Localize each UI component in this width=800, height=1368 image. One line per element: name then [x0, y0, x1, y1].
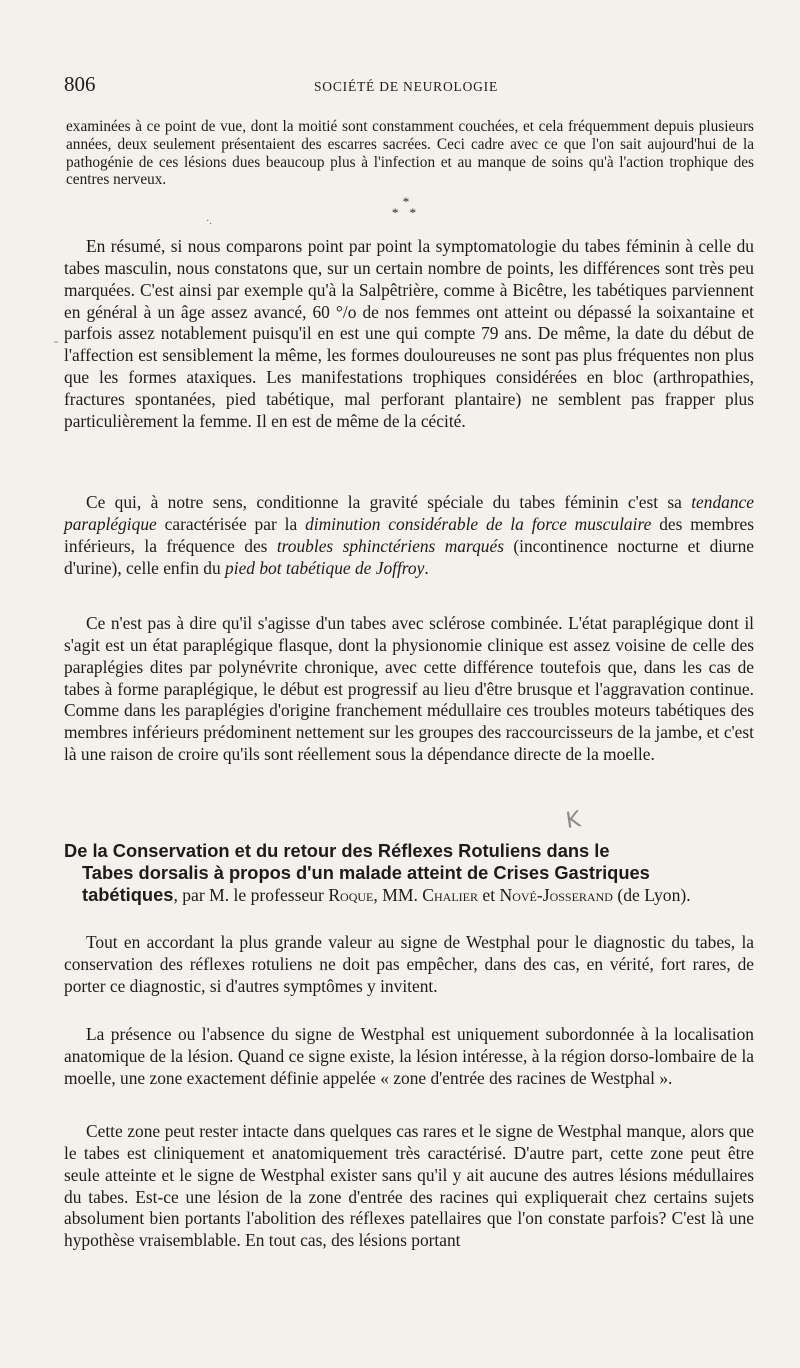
gravity-text-5: .: [424, 557, 429, 578]
zone-block: [64, 1121, 754, 1252]
margin-tick: -: [54, 334, 58, 348]
page-number: 806: [64, 72, 96, 96]
westphal-block: [64, 932, 754, 998]
gravity-text-3: des membres inférieurs, la fréquence des: [64, 513, 754, 556]
article-heading: [64, 840, 754, 906]
article-title-line-2: Tabes dorsalis à propos d'un malade atteint de Crises Gastriques: [82, 862, 650, 883]
zone-paragraph: Cette zone peut rester intacte dans quelques cas rares et le signe de Westphal manque, alors que le tabes est cliniquement et anatomiquement très caractérisé. D'autre part, cette zone peut être seule atteinte et le signe de Westphal exister sans qu'il y ait aucune des autres lésions médullaires du tabes. Est-ce une lésion de la zone d'entrée des racines qui expliquerait chez certains sujets absolument bien portants l'abolition des réflexes patellaires que l'on constate parfois? C'est là une hypothèse vraisemblable. En tout cas, des lésions portant: [64, 1121, 754, 1251]
article-title-line-1: De la Conservation et du retour des Réflexes Rotuliens dans le: [64, 840, 610, 861]
article-title-block: [64, 862, 754, 906]
localisation-paragraph: La présence ou l'absence du signe de Westphal est uniquement subordonnée à la localisation anatomique de la lésion. Quand ce signe existe, la lésion intéresse, à la région dorso-lombaire de la moelle, une zone exactement définie appelée « zone d'entrée des racines de Westphal ».: [64, 1024, 754, 1088]
author-roque: Roque: [328, 885, 374, 905]
intro-paragraph: examinées à ce point de vue, dont la moitié sont constamment couchées, et cela fréquemment depuis plusieurs années, deux seulement présentaient des escarres sacrées. Ceci cadre avec ce que l'on sait aujourd'hui de la pathogénie de ces lésions dues beaucoup plus à l'infection et au manque de soins qu'à l'action trophique des centres nerveux.: [66, 118, 754, 189]
summary-paragraph: En résumé, si nous comparons point par point la symptomatologie du tabes féminin à celle du tabes masculin, nous constatons que, sur un certain nombre de points, les différences sont très peu marquées. C'est ainsi par exemple qu'à la Salpêtrière, comme à Bicêtre, les tabétiques parviennent en général à un âge assez avancé, 60 °/o de nos femmes ont atteint ou dépassé la soixantaine et parfois assez notablement puisqu'il en est une qui compte 79 ans. De même, la date du début de l'affection est sensiblement la même, les formes douloureuses ne sont pas plus fréquentes non plus que les formes ataxiques. Les manifestations trophiques considérées en bloc (arthropathies, fractures spontanées, pied tabétique, mal perforant plantaire) ne semblent pas frapper plus particulièrement la femme. Il en est de même de la cécité.: [64, 236, 754, 431]
westphal-paragraph: Tout en accordant la plus grande valeur au signe de Westphal pour le diagnostic du tabes, la conservation des réflexes rotuliens ne doit pas empêcher, dans des cas, en vérité, fort rares, de porter ce diagnostic, si d'autres symptômes y invitent.: [64, 932, 754, 996]
gravity-text-2: caractérisée par la: [156, 513, 306, 534]
emphasis-diminution: diminution considérable de la force musculaire: [305, 513, 652, 534]
gravity-paragraph: [64, 492, 754, 579]
gravity-text-4: (incontinence nocturne et diurne d'urine), celle enfin du: [64, 535, 754, 578]
author-nove-josserand: Nové-Josserand: [499, 885, 613, 905]
section-separator: [386, 196, 426, 218]
pencil-annotation: K: [564, 807, 583, 834]
gravity-text-1: Ce qui, à notre sens, conditionne la gravité spéciale du tabes féminin c'est sa: [86, 492, 692, 512]
author-separator-1: , MM.: [373, 885, 423, 905]
author-separator-2: et: [478, 885, 500, 905]
author-chalier: Chalier: [422, 885, 479, 905]
localisation-block: [64, 1024, 754, 1090]
running-head: [64, 72, 754, 98]
summary-block: [64, 236, 754, 433]
gravity-block: [64, 492, 754, 579]
article-title-line-3: tabétiques: [82, 884, 174, 905]
emphasis-tendance: tendance paraplégique: [64, 492, 754, 534]
separator-top: *: [402, 194, 410, 209]
article-by: , par M. le professeur: [173, 885, 329, 905]
separator-bottom: * *: [391, 205, 421, 220]
paraplegia-paragraph: Ce n'est pas à dire qu'il s'agisse d'un tabes avec sclérose combinée. L'état paraplégique dont il s'agit est un état paraplégique flasque, dont la physionomie clinique est assez voisine de celle des paraplégies dites par polynévrite chronique, avec cette différence toutefois que, dans les cas de tabes à forme paraplégique, le début est progressif au lieu d'être brusque et l'aggravation continue. Comme dans les paraplégies d'origine franchement médullaire ces troubles moteurs tabétiques des membres inférieurs prédominent nettement sur les groupes des raccourcisseurs de la jambe, et c'est là une raison de croire qu'ils sont réellement sous la dépendance directe de la moelle.: [64, 613, 754, 765]
article-place: (de Lyon).: [612, 885, 691, 905]
emphasis-troubles: troubles sphinctériens marqués: [276, 535, 504, 556]
emphasis-pied-bot: pied bot tabétique de Joffroy: [225, 557, 425, 578]
journal-title: SOCIÉTÉ DE NEUROLOGIE: [314, 79, 499, 94]
paraplegia-block: [64, 613, 754, 766]
stray-mark: ·.: [206, 216, 212, 227]
